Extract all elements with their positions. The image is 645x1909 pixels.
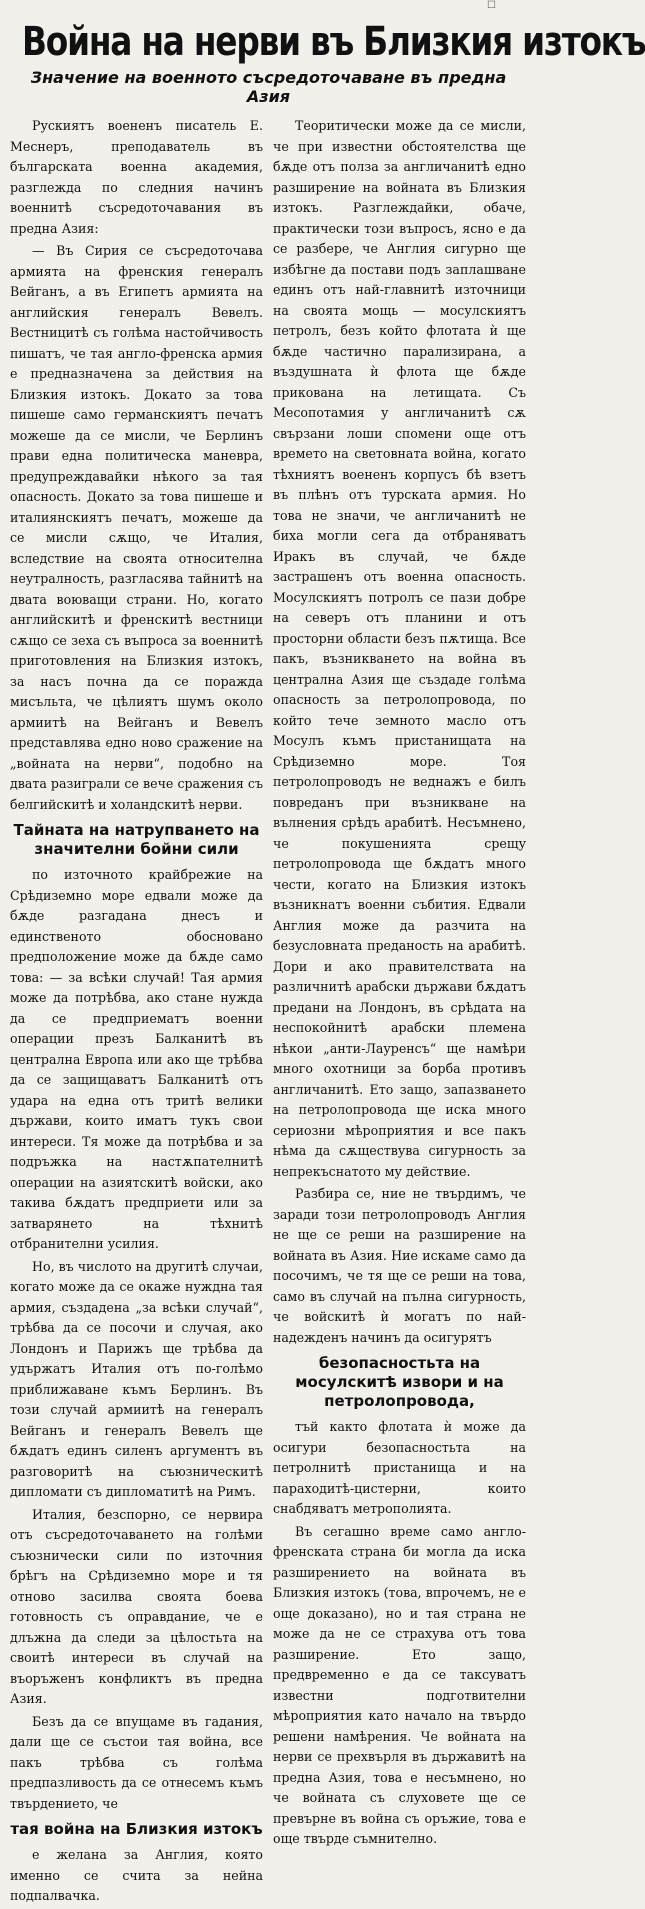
paragraph: — Въ Сирия се съсредоточава армията на френския генералъ Вейганъ, а въ Египетъ армията на английския генералъ Вевелъ. Вестницитѣ съ голѣма настойчивость пишатъ, че тая англо-френска армия е предназначена за действия на Близкия изтокъ. Докато за това пишеше само германскиятъ печатъ можеше да се мисли, че Берлинъ прави една политическа маневра, предупреждавайки нѣкого за тая опасность. Докато за това пишеше и италиянскиятъ печатъ, можеше да се мисли сѫщо, че Италия, вследствие на своята относителна неутралность, разгласява тайнитѣ на двата воюващи страни. Но, когато английскитѣ и френскитѣ вестници сѫщо се зеха съ въпроса за военнитѣ приготовления на Близкия изтокъ, за насъ почна да се поражда мисъльта, че цѣлиятъ шумъ около армиитѣ на Вейганъ и Вевелъ представлява едно ново сражение на „войната на нерви“, подобно на двата разиграли се вече сражения съ белгийскитѣ и холандскитѣ нерви. [10,243,263,812]
article-subheadline: Значение на военното съсредоточаване въ предна Азия [30,68,507,106]
article-columns [10,116,527,1909]
paragraph: Въ сегашно време само англо-френската страна би могла да иска разширението на войната въ Близкия изтокъ (това, впрочемъ, не е още доказано), но и тая страна не може да не се страхува отъ това разширение. Ето защо, предвременно е да се таксуватъ известни подготвителни мѣроприятия като начало на твърдо решени намѣрения. Че войната на нерви се прехвърля въ държавитѣ на предна Азия, това е несъмнено, но че войната съ слуховете ще се превърне въ война съ оръжие, това е още твърде съмнително. [273,1523,526,1846]
section-heading: безопасностьта на мосулскитѣ извори и на петролопровода, [295,1354,504,1410]
paragraph: Безъ да се впущаме въ гадания, дали ще се състои тая война, все пакъ трѣбва съ голѣма предпазливость да се отнесемъ къмъ твърдението, че [10,1713,263,1811]
paragraph: Разбира се, ние не твърдимъ, че заради този петролопроводъ Англия не ще се реши на разширение на войната въ Азия. Ние искаме само да посочимъ, че тя ще се реши на това, само въ случай на пълна сигурность, че войскитѣ ѝ могатъ по най-надежденъ начинъ да осигурятъ [273,1186,526,1345]
right-column [273,116,526,1909]
section-heading: тая война на Близкия изтокъ [10,1820,263,1838]
paragraph: Теоритически може да се мисли, че при известни обстоятелства ще бѫде отъ полза за англичанитѣ едно разширение на войната въ Близкия изтокъ. Разглеждайки, обаче, практически този въпросъ, ясно е да се разбере, че Англия сигурно ще избѣгне да постави подъ заплашване единъ отъ най-главнитѣ източници на своята мощь — мосулскиятъ петролъ, безъ който флотата ѝ ще бѫде частично парализирана, а въздушната ѝ флота ще бѫде прикована на летищата. Съ Месопотамия у англичанитѣ сѫ свързани лоши спомени още отъ времето на световната война, когато тѣхниятъ воененъ корпусъ бѣ взетъ въ плѣнъ отъ турската армия. Но това не значи, че англичанитѣ не биха могли сега да отбраняватъ Иракъ въ случай, че бѫде застрашенъ отъ военна опасность. Мосулскиятъ потролъ се пази добре на северъ отъ планини и отъ просторни области безъ пѫтища. Все пакъ, възникването на война въ централна Азия ще създаде голѣма опасность за петролопровода, по който тече земното масло отъ Мосулъ къмъ пристанищата на Срѣдиземно море. Тоя петролопроводъ не веднажъ е билъ повреданъ при възникване на вълнения срѣдъ арабитѣ. Несъмнено, че покушенията срещу петролопровода ще бѫдатъ много чести, когато на Близкия изтокъ възникнатъ военни събития. Едвали Англия може да разчита на безусловната преданость на арабитѣ. Дори и ако правителствата на различнитѣ арабски държави бѫдатъ предани на Лондонъ, въ срѣдата на неспокойнитѣ арабски племена нѣкои „анти-Лауренсъ“ ще намѣри много охотници за борба противъ англичанитѣ. Ето защо, запазването на петролопровода ще иска много сериозни мѣроприятия и все пакъ нѣма да сѫществува сигурность за непрекъснатото му действие. [273,118,526,1179]
page-corner-mark: ☐ [487,0,496,11]
paragraph: по източното крайбрежие на Срѣдиземно море едвали може да бѫде разгадана днесъ и единственото обосновано предположение може да бѫде само това: — за всѣки случай! Тая армия може да потрѣбва, ако стане нужда да се предприематъ военни операции презъ Балканитѣ въ централна Европа или ако ще трѣбва да се защищаватъ Балканитѣ отъ удара на една отъ тритѣ велики държави, които иматъ тукъ свои интереси. Тя може да потрѣбва и за подръжка на настѫпателнитѣ операции на азиятскитѣ войски, ако такива бѫдатъ предприети или за затварянето на тѣхнитѣ отбранителни усилия. [10,867,263,1251]
paragraph: тъй както флотата ѝ може да осигури безопасностьта на петролнитѣ пристанища и на параходитѣ-цистерни, които снабдяватъ метрополията. [273,1419,526,1516]
paragraph: е желана за Англия, която именно се счита за нейна подпалвачка. [10,1847,263,1903]
paragraph: Но, въ числото на другитѣ случаи, когато може да се окаже нуждна тая армия, създадена „за всѣки случай“, трѣбва да се посочи и случая, ако Лондонъ и Парижъ ще трѣбва да удържатъ Италия отъ по-голѣмо приближаване къмъ Берлинъ. Въ този случай армиитѣ на генералъ Вейганъ и генералъ Вевелъ ще бѫдатъ единъ силенъ аргументъ въ разговоритѣ на съюзническитѣ дипломати съ дипломатитѣ на Римъ. [10,1258,263,1499]
left-column [10,116,263,1909]
article-headline: Война на нерви въ Близкия изтокъ [22,19,645,65]
section-heading: Тайната на натрупването на значителни бойни сили [13,821,260,858]
paragraph: Италия, безспорно, се нервира отъ съсредоточаването на голѣми съюзнически сили по източния брѣгъ на Срѣдиземно море и тя отново засилва своята боева готовность съ оправдание, че е длъжна да следи за цѣлостьта на своитѣ интереси въ случай на въоръженъ конфликтъ въ предна Азия. [10,1506,263,1706]
paragraph: Рускиятъ воененъ писатель Е. Меснеръ, преподаватель въ българската военна академия, разглежда по следния начинъ военнитѣ съсредоточавания въ предна Азия: [10,118,263,236]
